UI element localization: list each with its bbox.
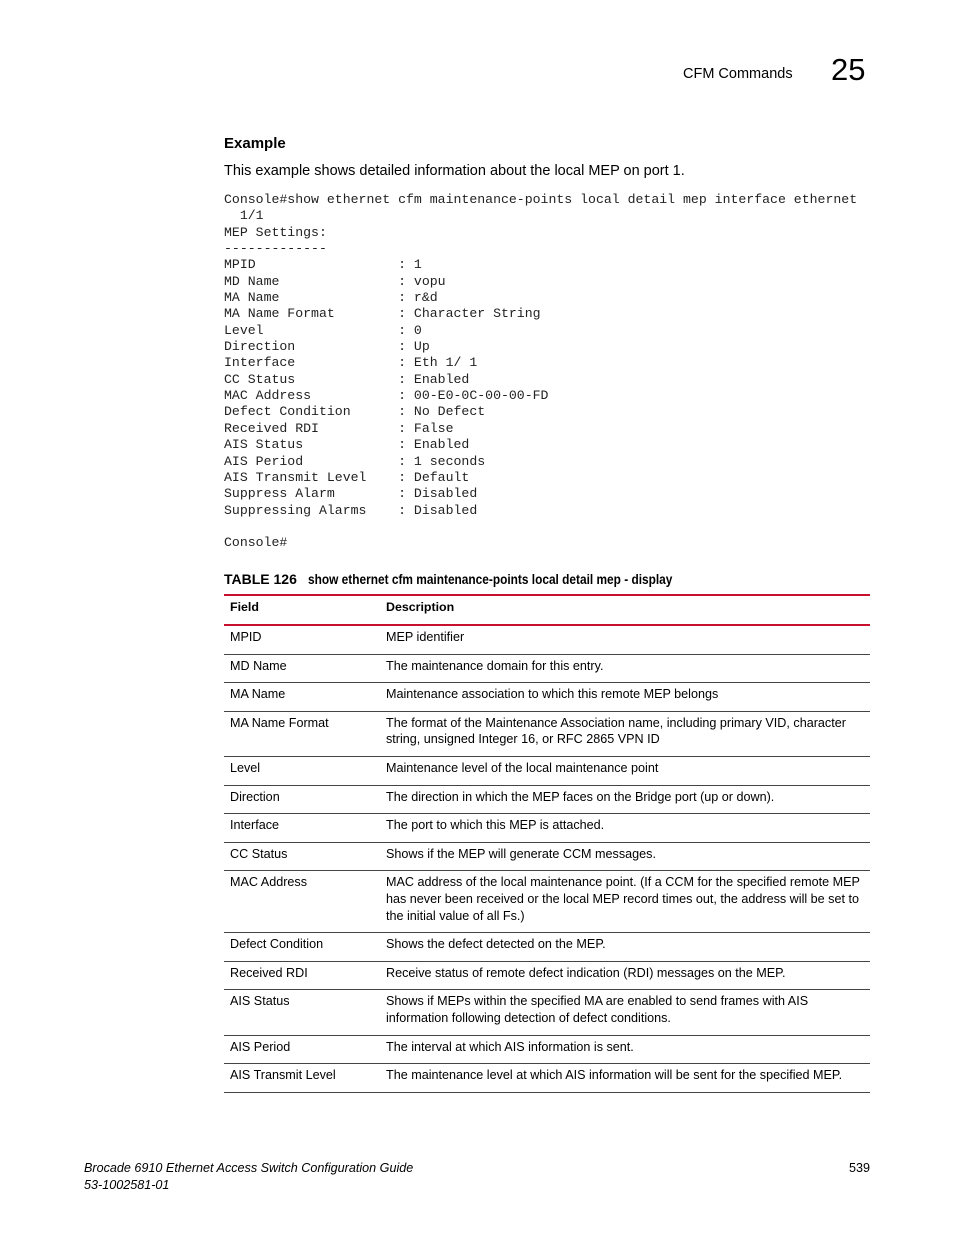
table-header-row <box>224 595 870 625</box>
table-row <box>224 711 870 756</box>
description-cell: MAC address of the local maintenance point. (If a CCM for the specified remote MEP has never been received or the local MEP record times out, the address will be set to the initial value of all Fs.) <box>380 871 870 933</box>
field-cell: MAC Address <box>224 871 380 933</box>
console-command-continuation: 1/1 <box>224 208 264 224</box>
table-caption-number: TABLE 126 <box>224 571 297 587</box>
console-line: MD Name : vopu <box>224 273 446 289</box>
field-cell: MPID <box>224 625 380 654</box>
console-line: MPID : 1 <box>224 257 422 273</box>
table-caption <box>224 571 722 587</box>
footer-document-title: Brocade 6910 Ethernet Access Switch Configuration Guide <box>84 1161 414 1175</box>
console-line: Interface : Eth 1/ 1 <box>224 355 478 371</box>
table-row <box>224 814 870 843</box>
console-separator: ------------- <box>224 241 327 257</box>
console-line: Defect Condition : No Defect <box>224 404 486 420</box>
intro-paragraph: This example shows detailed information about the local MEP on port 1. <box>224 163 685 179</box>
table-caption-title: show ethernet cfm maintenance-points local detail mep - display <box>308 572 673 587</box>
field-cell: Level <box>224 756 380 785</box>
field-cell: MD Name <box>224 654 380 683</box>
table-row <box>224 683 870 712</box>
description-cell: Shows if MEPs within the specified MA are enabled to send frames with AIS information following detection of defect conditions. <box>380 990 870 1035</box>
description-cell: Shows the defect detected on the MEP. <box>380 933 870 962</box>
field-cell: MA Name <box>224 683 380 712</box>
description-cell: The interval at which AIS information is sent. <box>380 1035 870 1064</box>
table-row <box>224 961 870 990</box>
field-cell: Direction <box>224 785 380 814</box>
description-cell: The direction in which the MEP faces on the Bridge port (up or down). <box>380 785 870 814</box>
description-cell: Receive status of remote defect indication (RDI) messages on the MEP. <box>380 961 870 990</box>
field-cell: CC Status <box>224 842 380 871</box>
table-row <box>224 990 870 1035</box>
column-header-field: Field <box>224 595 380 625</box>
description-cell: Maintenance association to which this remote MEP belongs <box>380 683 870 712</box>
field-cell: MA Name Format <box>224 711 380 756</box>
console-line: MA Name : r&d <box>224 290 438 306</box>
console-output <box>224 192 857 552</box>
field-cell: Received RDI <box>224 961 380 990</box>
console-line: Level : 0 <box>224 322 422 338</box>
description-cell: The port to which this MEP is attached. <box>380 814 870 843</box>
description-cell: Shows if the MEP will generate CCM messages. <box>380 842 870 871</box>
table-row <box>224 756 870 785</box>
console-line: AIS Transmit Level : Default <box>224 469 470 485</box>
column-header-description: Description <box>380 595 870 625</box>
field-cell: Interface <box>224 814 380 843</box>
chapter-number: 25 <box>831 52 866 87</box>
console-line: Direction : Up <box>224 339 430 355</box>
table-row <box>224 785 870 814</box>
table-row <box>224 625 870 654</box>
field-cell: AIS Transmit Level <box>224 1064 380 1093</box>
field-cell: Defect Condition <box>224 933 380 962</box>
console-prompt: Console# <box>224 535 288 551</box>
console-line: AIS Period : 1 seconds <box>224 453 486 469</box>
table-row <box>224 933 870 962</box>
console-line: MAC Address : 00-E0-0C-00-00-FD <box>224 388 549 404</box>
console-line: AIS Status : Enabled <box>224 437 470 453</box>
console-line: MA Name Format : Character String <box>224 306 541 322</box>
field-cell: AIS Status <box>224 990 380 1035</box>
example-heading: Example <box>224 135 286 152</box>
table-row <box>224 1064 870 1093</box>
table-row <box>224 842 870 871</box>
description-cell: MEP identifier <box>380 625 870 654</box>
description-cell: The maintenance level at which AIS information will be sent for the specified MEP. <box>380 1064 870 1093</box>
field-description-table <box>224 594 870 1093</box>
footer-page-number: 539 <box>849 1161 871 1175</box>
field-cell: AIS Period <box>224 1035 380 1064</box>
table-row <box>224 654 870 683</box>
table-row <box>224 1035 870 1064</box>
console-command-line: Console#show ethernet cfm maintenance-points local detail mep interface ethernet <box>224 192 858 207</box>
console-line: CC Status : Enabled <box>224 371 470 387</box>
console-line: Suppress Alarm : Disabled <box>224 486 478 502</box>
footer-document-number: 53-1002581-01 <box>84 1178 170 1192</box>
description-cell: Maintenance level of the local maintenance point <box>380 756 870 785</box>
console-section-title: MEP Settings: <box>224 224 327 240</box>
running-header-section: CFM Commands <box>683 66 793 82</box>
console-line: Received RDI : False <box>224 420 454 436</box>
description-cell: The format of the Maintenance Association name, including primary VID, character string, unsigned Integer 16, or RFC 2865 VPN ID <box>380 711 870 756</box>
table-row <box>224 871 870 933</box>
description-cell: The maintenance domain for this entry. <box>380 654 870 683</box>
console-line: Suppressing Alarms : Disabled <box>224 502 478 518</box>
